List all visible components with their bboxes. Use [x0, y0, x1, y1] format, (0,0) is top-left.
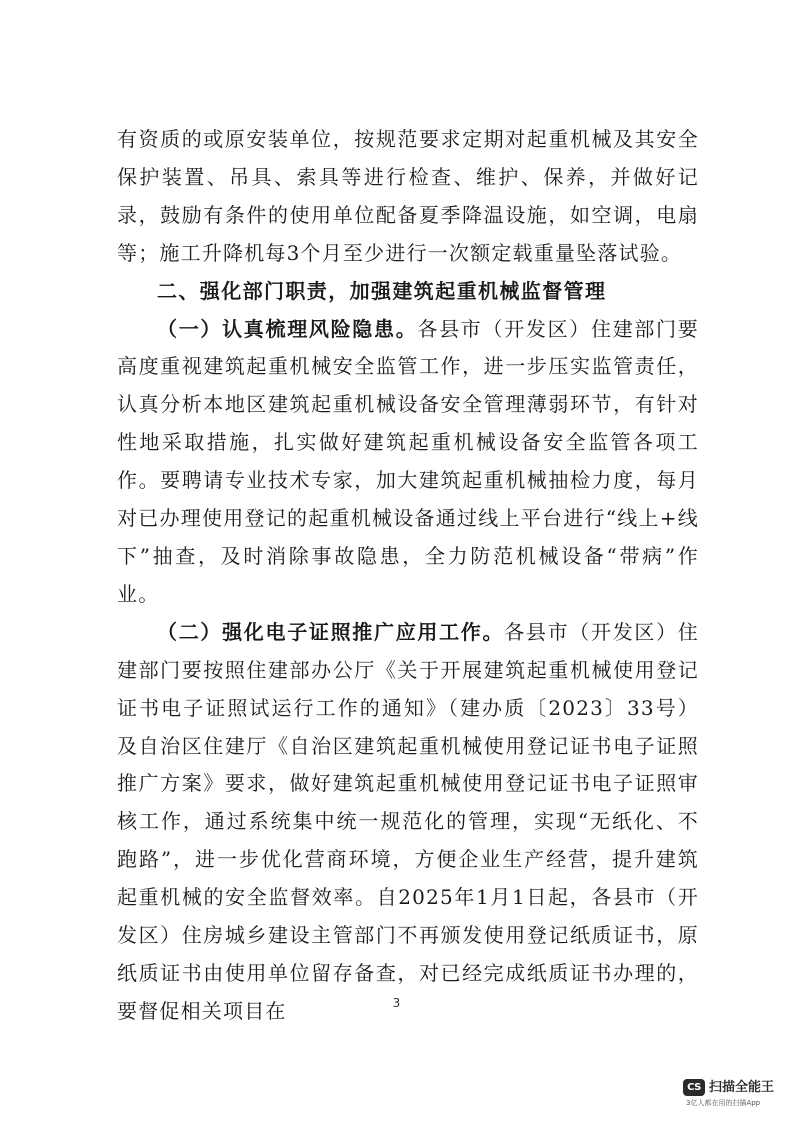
item-1-body: 各县市（开发区）住建部门要高度重视建筑起重机械安全监管工作，进一步压实监管责任，认真分析本地区建筑起重机械设备安全管理薄弱环节，有针对性地采取措施，扎实做好建筑起重机械设备安全监管各项工作。要聘请专业技术专家，加大建筑起重机械抽检力度，每月对已办理使用登记的起重机械设备通过线上平台进行“线上+线下”抽查，及时消除事故隐患，全力防范机械设备“带病”作业。	[117, 316, 699, 606]
paragraph-continuation: 有资质的或原安装单位，按规范要求定期对起重机械及其安全保护装置、吊具、索具等进行检查、维护、保养，并做好记录，鼓励有条件的使用单位配备夏季降温设施，如空调，电扇等；施工升降机每3个月至少进行一次额定载重量坠落试验。	[117, 127, 699, 265]
watermark-tagline: 3亿人都在用的扫描App	[686, 1099, 761, 1107]
camscanner-logo-icon: CS	[683, 1079, 705, 1096]
item-1-paragraph	[117, 311, 699, 614]
item-2-body: 各县市（开发区）住建部门要按照住建部办公厅《关于开展建筑起重机械使用登记证书电子证照试运行工作的通知》（建办质〔2023〕33号）及自治区住建厅《自治区建筑起重机械使用登记证书电子证照推广方案》要求，做好建筑起重机械使用登记证书电子证照审核工作，通过系统集中统一规范化的管理，实现“无纸化、不跑路”，进一步优化营商环境，方便企业生产经营，提升建筑起重机械的安全监督效率。自2025年1月1日起，各县市（开发区）住房城乡建设主管部门不再颁发使用登记纸质证书，原纸质证书由使用单位留存备查，对已经完成纸质证书办理的，要督促相关项目在	[117, 619, 699, 1023]
page-number: 3	[392, 996, 401, 1010]
watermark-app-name: 扫描全能王	[709, 1080, 775, 1095]
item-1-lead: （一）认真梳理风险隐患。	[157, 316, 418, 341]
item-2-lead: （二）强化电子证照推广应用工作。	[157, 619, 505, 644]
item-2-paragraph	[117, 614, 699, 1031]
section-heading: 二、强化部门职责，加强建筑起重机械监督管理	[157, 278, 607, 303]
document-body	[117, 121, 699, 1031]
scanner-watermark	[683, 1078, 787, 1112]
